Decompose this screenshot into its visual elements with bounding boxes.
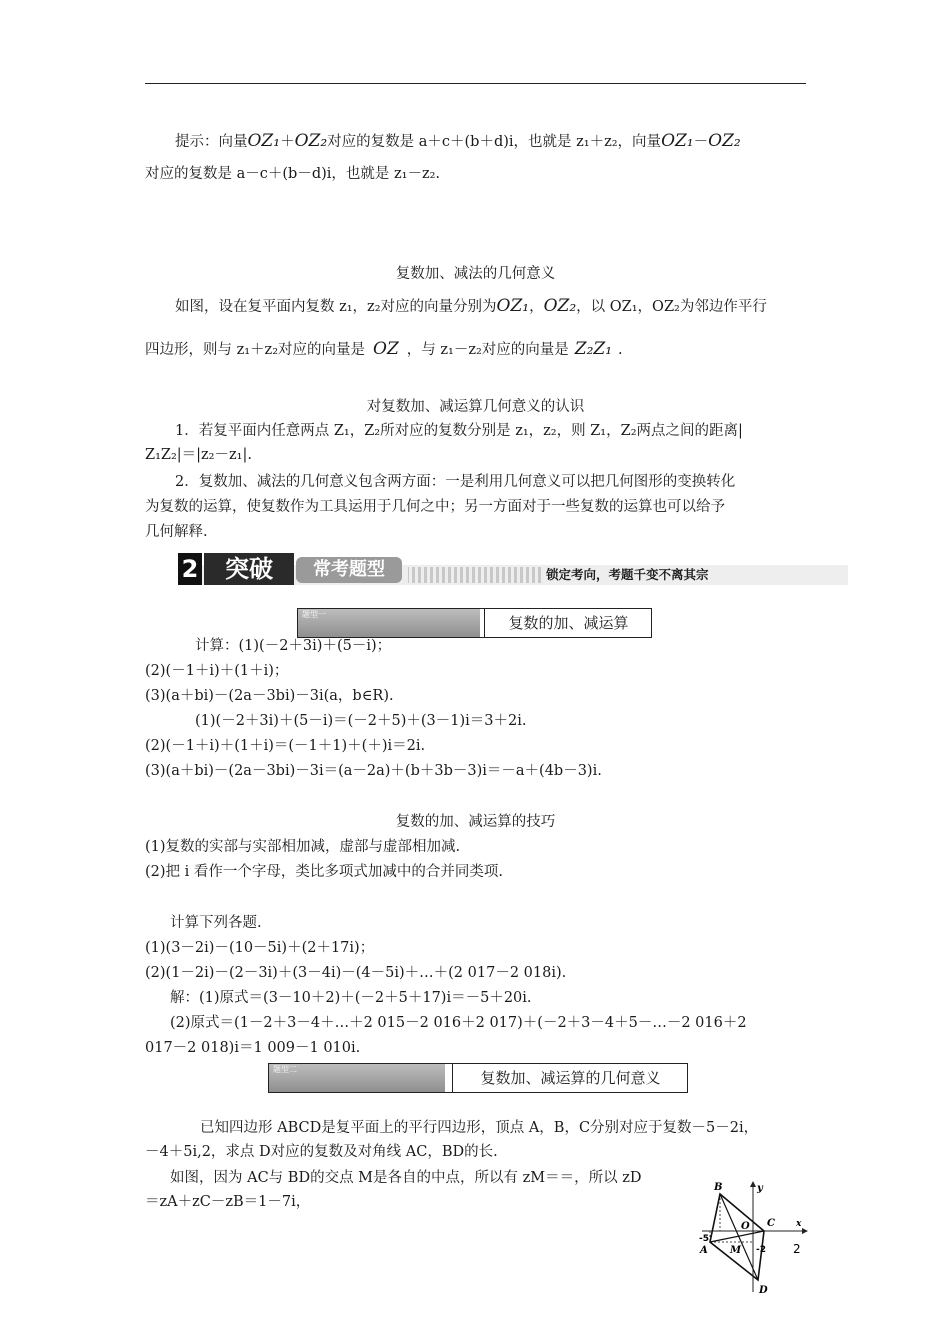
exercise-1: (1)(3－2i)－(10－5i)＋(2＋17i)； (145, 940, 375, 956)
label-minus-two: -2 (756, 1245, 766, 1255)
type-tag-1 (297, 608, 652, 638)
type2-problem-line-1: 已知四边形 ABCD是复平面上的平行四边形，顶点 A，B，C分别对应于复数－5－2i， (200, 1120, 759, 1136)
understanding-line-2: Z₁Z₂|＝|z₂－z₁|. (145, 447, 252, 463)
vector-oz1: OZ₁ (496, 296, 530, 316)
skill-title: 复数的加、减运算的技巧 (395, 814, 556, 830)
label-x: x (796, 1219, 802, 1229)
type1-question-3: (3)(a＋bi)－(2a－3bi)－3i(a，b∈R). (145, 688, 394, 704)
understanding-line-4: 为复数的运算，使复数作为工具运用于几何之中；另一方面对于一些复数的运算也可以给予 (145, 499, 725, 515)
vector-z2z1: Z₂Z₁ (574, 339, 613, 359)
hint-line-1 (175, 131, 741, 152)
hint-text: 对应的复数是 a＋c＋(b＋d)i，也就是 z₁＋z₂，向量 (327, 134, 662, 150)
geom-paragraph-line-1 (175, 296, 767, 317)
plus-sign: ＋ (280, 134, 295, 150)
geom-text: 四边形，则与 z₁＋z₂对应的向量是 (145, 342, 366, 358)
label-o: O (741, 1221, 750, 1232)
vector-oz2: OZ₂ (708, 131, 741, 151)
understanding-line-1: 1．若复平面内任意两点 Z₁，Z₂所对应的复数分别是 z₁，z₂，则 Z₁，Z₂两点之间的距离| (175, 423, 743, 439)
banner-word-common-types: 常考题型 (313, 559, 385, 580)
label-b: B (714, 1182, 723, 1193)
label-y: y (757, 1183, 763, 1194)
vector-oz2: OZ₂ (294, 131, 328, 151)
section-banner (178, 551, 848, 595)
understanding-line-5: 几何解释. (145, 524, 208, 540)
hint-line-2: 对应的复数是 a－c＋(b－d)i，也就是 z₁－z₂. (145, 166, 441, 182)
banner-number: 2 (181, 555, 199, 583)
type-tag-label: 题型二 (269, 1064, 445, 1092)
label-c: C (767, 1218, 775, 1229)
geom-text: ， (529, 299, 544, 315)
exercise-2: (2)(1－2i)－(2－3i)＋(3－4i)－(4－5i)＋…＋(2 017－2 018i). (145, 965, 567, 981)
geom-text: . (618, 342, 623, 358)
type1-question-2: (2)(－1＋i)＋(1＋i)； (145, 663, 289, 679)
type-tag-title: 复数的加、减运算 (484, 609, 652, 637)
y-axis-arrow (750, 1181, 756, 1187)
geom-text: ，与 z₁－z₂对应的向量是 (406, 342, 569, 358)
understanding-line-3: 2．复数加、减法的几何意义包含两方面：一是利用几何意义可以把几何图形的变换转化 (175, 474, 736, 490)
type2-solution-line-1: 如图，因为 AC与 BD的交点 M是各自的中点，所以有 zM＝＝，所以 zD (170, 1170, 642, 1186)
type1-answer-2: (2)(－1＋i)＋(1＋i)＝(－1＋1)＋(＋)i＝2i. (145, 738, 426, 754)
vector-oz: OZ (373, 339, 399, 359)
label-a: A (700, 1245, 708, 1256)
label-two: 2 (793, 1242, 801, 1256)
geom-text: ，以 OZ₁，OZ₂为邻边作平行 (576, 299, 767, 315)
type2-problem-line-2: －4＋5i,2，求点 D对应的复数及对角线 AC，BD的长. (145, 1144, 498, 1160)
x-axis-arrow (802, 1228, 808, 1234)
type2-solution-line-2: ＝zA＋zC－zB＝1－7i， (145, 1194, 311, 1210)
minus-sign: － (693, 134, 709, 150)
type-tag-label: 题型一 (298, 609, 480, 637)
banner-slogan: 锁定考向，考题千变不离其宗 (542, 567, 713, 583)
solution-2-line-1: (2)原式＝(1－2＋3－4＋…＋2 015－2 016＋2 017)＋(－2＋3－4＋5－…－2 016＋2 (170, 1015, 747, 1031)
vector-oz1: OZ₁ (661, 131, 694, 151)
skill-line-1: (1)复数的实部与实部相加减，虚部与虚部相加减. (145, 839, 461, 855)
geom-paragraph-line-2 (145, 339, 623, 360)
section-title-geometric-meaning: 复数加、减法的几何意义 (395, 266, 556, 282)
vector-oz2: OZ₂ (543, 296, 577, 316)
label-minus-five: -5 (699, 1234, 709, 1244)
label-m: M (730, 1245, 742, 1256)
diagonal-bd (720, 1194, 758, 1280)
hint-text: 提示：向量 (175, 134, 248, 150)
solution-1: 解：(1)原式＝(3－10＋2)＋(－2＋5＋17)i＝－5＋20i. (170, 990, 532, 1006)
banner-word-breakthrough: 突破 (225, 555, 273, 583)
solution-2-line-2: 017－2 018)i＝1 009－1 010i. (145, 1040, 361, 1056)
section-title-understanding: 对复数加、减运算几何意义的认识 (366, 399, 585, 415)
type1-answer-3: (3)(a＋bi)－(2a－3bi)－3i＝(a－2a)＋(b＋3b－3)i＝－a＋(4b－3)i. (145, 763, 602, 779)
header-rule (145, 83, 806, 84)
vector-oz1: OZ₁ (247, 131, 281, 151)
type1-question-1: 计算：(1)(－2＋3i)＋(5－i)； (195, 638, 392, 654)
type-tag-title: 复数加、减运算的几何意义 (452, 1064, 688, 1092)
label-d: D (759, 1285, 768, 1296)
type1-answer-1: (1)(－2＋3i)＋(5－i)＝(－2＋5)＋(3－1)i＝3＋2i. (195, 713, 527, 729)
parallelogram-figure (698, 1174, 810, 1298)
exercise-title: 计算下列各题. (170, 915, 262, 931)
type-tag-2 (268, 1063, 688, 1093)
geom-text: 如图，设在复平面内复数 z₁，z₂对应的向量分别为 (175, 299, 497, 315)
skill-line-2: (2)把 i 看作一个字母，类比多项式加减中的合并同类项. (145, 864, 504, 880)
